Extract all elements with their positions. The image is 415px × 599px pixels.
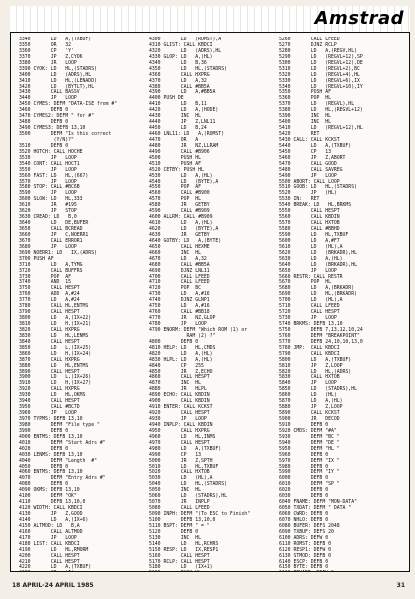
code-line: 3810 LD H,(IX+21) xyxy=(19,322,92,327)
code-line: 4510 PUSH AF xyxy=(149,161,201,167)
code-line: 5280 LD A,(REGV,HL) xyxy=(279,48,357,54)
code-line: 4810 HELP: LD HL,CMDS xyxy=(149,345,216,351)
code-line: 4830 HLPL: LD A,(HL) xyxy=(149,357,213,363)
code-line: 5890 CALL KCKST xyxy=(279,411,340,417)
code-line: 3550 JP LOOP xyxy=(19,167,77,173)
code-line: 5490 JP LOOP xyxy=(279,173,337,179)
code-line: 5960 DEFB 0 xyxy=(279,452,329,458)
code-line: 4070 DEFM "Entry Adrs #" xyxy=(19,476,106,482)
code-line: 3720 CALL BUFFRS xyxy=(19,268,83,274)
code-line: 4300 LD (ROMST),A xyxy=(149,37,222,42)
code-line: 6080 BUFER: DEFS 2048 xyxy=(279,523,340,529)
code-line: 5410 LD (REGVL+12),HL xyxy=(279,126,363,132)
code-line: 5720 CALL HESPT xyxy=(279,310,340,316)
code-line: 4060 ENTMS: DEFB 13,10 xyxy=(19,470,83,476)
code-line: 3880 LD HL,ENTMS xyxy=(19,363,89,369)
code-line: 5340 LD (REGVL+10),IY xyxy=(279,84,363,90)
code-line: 4960 LD HL,INMS xyxy=(149,434,216,440)
code-line: 5930 DEFM "BC " xyxy=(279,434,340,440)
code-line: 4610 LD A,(HL) xyxy=(149,221,213,227)
code-line: 5580 CALL #BBHD xyxy=(279,227,340,232)
code-line: 5080 CALL LFEED xyxy=(149,506,210,512)
code-line: 5730 JP LOOP xyxy=(279,316,337,322)
code-line: 5940 DEFM "DE " xyxy=(279,440,340,446)
code-line: 4800 DEFB 0 xyxy=(149,339,199,345)
masthead-title: Amstrad xyxy=(314,8,404,29)
code-line: 4920 CALL HESPT xyxy=(149,411,210,417)
code-line: 6020 DEFB 0 xyxy=(279,488,329,494)
code-line: 5770 DEFB 24,10,10,13,0 xyxy=(279,339,363,345)
code-line: 4760 CALL #BB18 xyxy=(149,310,210,316)
code-line: 5810 JP Z,LOOP xyxy=(279,363,343,369)
code-line: 3740 AND 15 xyxy=(19,280,71,286)
listing-column-3 xyxy=(279,37,409,572)
code-line: 4130 JP Z,GOOD xyxy=(19,512,83,517)
code-line: 3980 DEFM "File type " xyxy=(19,422,100,428)
code-line: 5680 LD A,(BRKADR) xyxy=(279,286,355,292)
code-line: 3820 CALL HXPRG xyxy=(19,327,80,333)
code-line: 4190 LD HL,RMORM xyxy=(19,547,89,553)
code-line: 5150 RESP: LD IX,RESP1 xyxy=(149,547,219,553)
code-line: 5360 POP HL xyxy=(279,96,331,102)
code-line: 5130 INC HL xyxy=(149,535,201,541)
code-line: 5950 DEFM "HL " xyxy=(279,446,340,452)
code-line: 5290 LD (REGVL+12),SP xyxy=(279,54,363,60)
code-line: 3910 LD H,(IX+27) xyxy=(19,381,92,387)
code-line: 5600 LD A,#F7 xyxy=(279,238,340,244)
code-line: 5370 LD (REGVL),HL xyxy=(279,102,355,108)
code-line: 4010 DEFM "Start Adrs #" xyxy=(19,440,106,446)
code-line: 3770 LD A,#24 xyxy=(19,298,80,304)
code-line: 4320 LD (ADRS),HL xyxy=(149,48,222,54)
code-line: 5040 LD HL,(STADRS) xyxy=(149,482,227,488)
code-line: 3540 CONT: CALL HOCT1 xyxy=(19,161,80,167)
code-line: 5530 IN: RET xyxy=(279,197,320,203)
code-line: 4470 OR A xyxy=(149,137,199,143)
code-line: 4930 JP LOOP xyxy=(149,417,207,422)
code-line: 4590 CALL #B909 xyxy=(149,209,210,215)
listing-column-1 xyxy=(19,37,149,572)
code-line: 4400 PUSH DE xyxy=(149,96,184,102)
code-line: 5300 LD (REGVL+12),DE xyxy=(279,60,363,66)
code-line: 5380 LD HL,(REGVL+12) xyxy=(279,108,363,114)
code-line: 5470 CALL GOOD xyxy=(279,161,337,167)
code-line: 3680 JP LOOP xyxy=(19,244,77,250)
code-line: 5860 LD (HL) xyxy=(279,393,337,399)
code-line: 4150 ALTMOD: LD B,A xyxy=(19,523,80,529)
code-line: 3710 LD A,TYMG xyxy=(19,262,83,268)
code-line: 5920 CMDS: DEFM "#A" xyxy=(279,428,337,434)
code-line: 3930 LD HL,OKMS xyxy=(19,393,86,399)
issue-date: 18 APRIL-24 APRIL 1985 xyxy=(12,582,94,589)
code-line: 5430 CALL: CALL KCKST xyxy=(279,137,340,143)
code-line: 5180 LD (IX+1) xyxy=(149,565,213,571)
code-line: 4720 POP BC xyxy=(149,286,201,292)
code-line: 4860 CALL HESPT xyxy=(149,375,210,381)
listing-column-2 xyxy=(149,37,279,572)
code-line: 4850 JR Z,ECHO xyxy=(149,369,213,375)
code-line: 6150 BYTE: DEFB 0 xyxy=(279,565,329,571)
code-line: 3380 JR LOOP xyxy=(19,60,77,66)
code-line: 3780 CALL HL,ENTMS xyxy=(19,304,89,310)
code-line: 4050 DEFB 0 xyxy=(19,464,69,470)
code-line: 6110 ROMST: DEFB 0 xyxy=(279,541,331,547)
code-line: 5660 RESTR: CALL RESTR xyxy=(279,274,343,280)
code-line: 4740 DJNZ GLNP1 xyxy=(149,298,210,304)
code-line: 5170 RCLP: CALL HESPT xyxy=(149,559,210,565)
code-line: 5840 JP LOOP xyxy=(279,381,337,387)
code-line: 4450 LD B,24 xyxy=(149,126,207,132)
code-line: 3600 SLOW: LD HL,333 xyxy=(19,197,83,203)
code-line: 3390 CYOK: LD HL,(STADRS) xyxy=(19,66,97,72)
code-line: 5670 POP HL xyxy=(279,280,331,286)
code-line: 5420 RET xyxy=(279,132,320,137)
code-line: 3800 LD A,(IX+22) xyxy=(19,316,92,322)
code-line: 3990 DEFB 0 xyxy=(19,428,69,434)
code-line: 5390 INC HL xyxy=(279,114,331,120)
code-line: 3370 JP Z,CYOK xyxy=(19,54,83,60)
code-line: 5140 LD HL,RCHRS xyxy=(149,541,219,547)
code-line: 5650 JP LOOP xyxy=(279,268,337,274)
code-line: 4950 CALL HXPRG xyxy=(149,428,210,434)
code-line: 3440 JP LOOP xyxy=(19,96,77,102)
code-line: 4390 LD A,#BB5A xyxy=(149,90,216,96)
code-line: 3410 LD HL,(LENADD) xyxy=(19,78,97,84)
code-line: 5070 JR INPLP xyxy=(149,500,210,506)
code-line: 4000 ENTMS: DEFB 13,10 xyxy=(19,434,83,440)
code-line: 3520 HOTCH: CALL HOCHE xyxy=(19,149,83,155)
code-line: 4660 INC HL xyxy=(149,250,201,256)
code-line: 5640 LD (BRKADR),HL xyxy=(279,262,357,268)
code-line: 5760 DEFM "BREAKPOINT" xyxy=(279,333,360,339)
code-line: 4700 CALL LFEED xyxy=(149,274,210,280)
code-line: 4640 GOTBY: LD A,(BYTE) xyxy=(149,238,222,244)
code-line: 4180 LIST: CALL KBDCI xyxy=(19,541,80,547)
code-line: 4840 CP 255 xyxy=(149,363,204,369)
code-line: 4780 JP LOOP xyxy=(149,322,207,327)
code-line: 3590 JP LOOP xyxy=(19,191,77,197)
code-line: 4110 DEFB 13,10,0 xyxy=(19,500,86,506)
code-line: 5910 DEFB 0 xyxy=(279,422,329,428)
code-line: 5310 LD (REGVL+2),BC xyxy=(279,66,360,72)
code-line: 3940 CALL HESPT xyxy=(19,399,80,405)
code-line: 5030 LD (HL),A xyxy=(149,476,213,482)
code-line: 4430 INC HL xyxy=(149,114,201,120)
code-line xyxy=(279,571,409,572)
code-line: 4350 LD HL,(STADRS) xyxy=(149,66,227,72)
code-line: 4490 CALL #B906 xyxy=(149,149,210,155)
code-line: 4940 INPLP: CALL KBDIN xyxy=(149,422,213,428)
code-line xyxy=(149,571,279,572)
code-line: 4210 CALL HESPT xyxy=(19,559,80,565)
code-line: 4980 LD A,(TXBUF) xyxy=(149,446,222,452)
code-line: 6130 STMOD: DEFB 0 xyxy=(279,553,331,559)
code-line: 4100 DEFM "OK" xyxy=(19,494,77,500)
code-line: 5870 LD A,(HL) xyxy=(279,399,343,405)
code-line: 3700 PUSH AF xyxy=(19,256,54,262)
code-line: 4970 CALL HESPT xyxy=(149,440,210,446)
code-line: 4880 JR HLPL xyxy=(149,387,207,393)
code-line: 6120 RESP1: DEFW 0 xyxy=(279,547,331,553)
code-line: 4380 CALL #BB5A xyxy=(149,84,210,90)
code-line: 5100 DEFB 13,10,0 xyxy=(149,517,216,523)
code-line: 5630 LD A,(HL) xyxy=(279,256,343,262)
code-line: 3640 LD DE,BUFER xyxy=(19,221,89,227)
code-line: 4900 CALL KBDIN xyxy=(149,399,210,405)
code-line: 6030 DEFB 0 xyxy=(279,494,329,500)
page-number: 31 xyxy=(396,582,405,589)
code-line: 6140 ESCP: DEFB 0 xyxy=(279,559,329,565)
code-line: 5550 CALL HESPT xyxy=(279,209,340,215)
code-line: 4420 LD A,(HODE) xyxy=(149,108,219,114)
code-line: 5850 LD (STADRS),HL xyxy=(279,387,357,393)
code-line: 4680 CALL #BB5A xyxy=(149,262,210,268)
code-line: 4530 LD A,(HL) xyxy=(149,173,213,179)
code-line: 5990 DEFM "IY " xyxy=(279,470,340,476)
code-line: 5020 CALL HXTOB xyxy=(149,470,210,476)
code-line: 3470 CYMES2: DEFM " for #" xyxy=(19,114,95,120)
code-line: RAM (2) ?" xyxy=(149,333,216,339)
code-line: 3420 LD (BYTLT),HL xyxy=(19,84,95,90)
code-line: 6060 CWRD: DEFB 0 xyxy=(279,512,329,517)
code-line: 4410 LD B,11 xyxy=(149,102,207,108)
code-line: 5460 JP Z,ABORT xyxy=(279,155,346,161)
code-line: 4600 ALLRM: CALL #B909 xyxy=(149,215,213,221)
code-line: 3920 CALL HXPRG xyxy=(19,387,80,393)
code-line: 3450 CYMES: DEFM "DATA-ISE from #" xyxy=(19,102,118,108)
code-line: 4650 CALL HEXME xyxy=(149,244,210,250)
code-line: 4550 POP AF xyxy=(149,185,201,191)
code-line: 4570 POP HL xyxy=(149,197,201,203)
code-line: 4480 JR NZ,LLRAM xyxy=(149,143,219,149)
code-line: 6040 FNAME: DEFM "MON-DATA" xyxy=(279,500,357,506)
code-line: 6000 DEFB 0 xyxy=(279,476,329,482)
code-line: 6050 TXDAT: DEFM " DATA " xyxy=(279,506,352,512)
code-line: 4670 LD A,32 xyxy=(149,256,207,262)
code-line: 3900 LD L,(IX+26) xyxy=(19,375,92,381)
code-line: 4540 LD (BYTE),A xyxy=(149,179,219,185)
code-line: 4620 LD (BYTE),A xyxy=(149,227,219,232)
code-line: 5440 LD A,(TXBUF) xyxy=(279,143,352,149)
code-line: 3660 JP C,NOERR1 xyxy=(19,232,89,238)
code-line: 4770 JR NZ,GLOP xyxy=(149,316,216,322)
code-line: 5880 JP Z,LOOP xyxy=(279,405,343,411)
code-line: 5330 LD (REGVL+6),IX xyxy=(279,78,360,84)
code-line: 5820 LD HL,(ADRS) xyxy=(279,369,352,375)
code-line: 3500 DEFM "Is this correct xyxy=(19,132,112,137)
code-line: 5970 DEFM "IX " xyxy=(279,458,340,464)
code-line: 4030 LENMS: DEFB 13,10 xyxy=(19,452,83,458)
code-line: 5700 LD (HL),A xyxy=(279,298,343,304)
code-line: 4460 LNL11: LD A,(ROMST) xyxy=(149,132,225,137)
code-line: 3970 TYPMS: DEFB 13,10 xyxy=(19,417,83,422)
code-line: 4370 LD A,32 xyxy=(149,78,207,84)
code-line: 5750 DEFB 7,13,12,10,24 xyxy=(279,327,363,333)
code-line: 6100 ADRS: DEFW 0 xyxy=(279,535,329,541)
code-line: 3490 CYMES3: DEFB 13,10 xyxy=(19,126,86,132)
code-line: 5090 INPH: DEFM "(To ESC to Finish" xyxy=(149,512,251,517)
code-line: 4330 GLOP: LD A,(HL) xyxy=(149,54,213,60)
code-line: 4040 DEFM "Length #" xyxy=(19,458,97,464)
code-line: 3360 CP 'Y' xyxy=(19,48,74,54)
code-line: 3570 JP LOOP xyxy=(19,179,77,185)
code-line: 4630 JR GETBY xyxy=(149,232,210,238)
code-line: 3730 POP AF xyxy=(19,274,71,280)
code-line: 4340 LD B,36 xyxy=(149,60,207,66)
code-line: 5480 CALL SAVREG xyxy=(279,167,343,173)
code-line: 3610 JR #195 xyxy=(19,203,77,209)
code-line: 3650 CALL BCREAD xyxy=(19,227,83,232)
code-line: 5790 CALL KBDCI xyxy=(279,351,340,357)
code-line: 5540 BREAK: LD HL,BRKMS xyxy=(279,203,352,209)
code-line: 6010 DEFM "SP " xyxy=(279,482,340,488)
code-line: 4820 LD A,(HL) xyxy=(149,351,213,357)
code-line: 5610 LD (HL),A xyxy=(279,244,343,250)
code-line: 3870 CALL HXPRG xyxy=(19,357,80,363)
code-line: 4220 LD A,(TXBUF) xyxy=(19,565,92,571)
code-line: 3560 FAST: LD HL,(667) xyxy=(19,173,89,179)
code-line: 3750 CALL HESPT xyxy=(19,286,80,292)
code-line: 3890 CALL HESPT xyxy=(19,369,80,375)
code-line: 4500 PUSH HL xyxy=(149,155,201,161)
code-line: 5510 GOOB: LD HL,(STADRS) xyxy=(279,185,357,191)
code-line: 5690 LD HL,(BRKADR) xyxy=(279,292,357,298)
code-line: 5400 INC HL xyxy=(279,120,331,126)
code-line: 5620 LD (BRKADR),HL xyxy=(279,250,357,256)
code-line: 5800 LD A,(TXBUF) xyxy=(279,357,352,363)
code-line: 5320 LD (REGVL+4),HL xyxy=(279,72,360,78)
code-line: 3430 CALL BASSV xyxy=(19,90,80,96)
code-line xyxy=(19,571,149,572)
code-line: 3670 CALL ERROR1 xyxy=(19,238,83,244)
code-line: 3510 DEFB 0 xyxy=(19,143,69,149)
code-line: 3960 JP LOOP xyxy=(19,411,77,417)
code-line: 4520 CETBY: PUSH HL xyxy=(149,167,204,173)
code-line: 4440 JP Z,LNL11 xyxy=(149,120,216,126)
code-line: 3340 LD A,(TXBUF) xyxy=(19,37,92,42)
code-line: 3860 LD H,(IX+24) xyxy=(19,351,92,357)
code-line: 5010 LD HL,TXBUF xyxy=(149,464,219,470)
code-line: 5050 INC HL xyxy=(149,488,201,494)
code-line: 4730 LD A,#16 xyxy=(149,292,210,298)
code-line: 4160 CALL ALTMOD xyxy=(19,529,83,535)
code-line: 3850 LD L,(IX+25) xyxy=(19,345,92,351)
code-line: 3830 LD HL,LENMS xyxy=(19,333,89,339)
code-line: 5590 LD HL,TXBUF xyxy=(279,232,349,238)
code-line: 4080 DEFB 0 xyxy=(19,482,69,488)
code-line: 5350 PUSH AF xyxy=(279,90,331,96)
code-line: 4580 JR GETBY xyxy=(149,203,210,209)
code-line: 3460 DEFB 0 xyxy=(19,108,69,114)
code-line: 3790 CALL HESPT xyxy=(19,310,80,316)
code-line: 4790 ENORM: DEFM "Which ROM (1) or xyxy=(149,327,248,333)
code-line: 3760 ADD A,#24 xyxy=(19,292,80,298)
code-line: 3480 DEFB 0 xyxy=(19,120,69,126)
code-line: 5900 JR DECOD xyxy=(279,417,340,422)
code-line: 4710 CALL LFEED xyxy=(149,280,210,286)
code-line: 3840 CALL HESPT xyxy=(19,339,80,345)
code-line: 5560 CALL KBDIN xyxy=(279,215,340,221)
code-line: 3950 CALL #BC7D xyxy=(19,405,80,411)
code-line: 5980 DEFB 0 xyxy=(279,464,329,470)
code-line: 3400 LD (ADRS),HL xyxy=(19,72,92,78)
code-line: 4910 ENTER: CALL KCKST xyxy=(149,405,213,411)
code-line: 3530 JP LOOP xyxy=(19,155,77,161)
code-line: 5740 BRKMS: DEFB 13,10 xyxy=(279,322,343,327)
code-line: 5120 DEFB 0 xyxy=(149,529,199,535)
code-line: 4310 GLIST: CALL KBDCI xyxy=(149,42,213,48)
code-line: 5000 JR Z,SPTH xyxy=(149,458,213,464)
code-line: 5450 CP 13 xyxy=(279,149,331,155)
code-line: 4360 CALL HXPRG xyxy=(149,72,210,78)
code-line: 4690 DJNZ LNL11 xyxy=(149,268,210,274)
code-line: 5710 CALL LFEED xyxy=(279,304,340,310)
code-line: 4990 CP 13 xyxy=(149,452,201,458)
code-line: 3350 OR 32 xyxy=(19,42,71,48)
code-line: 3620 JP STOP xyxy=(19,209,77,215)
code-line: 3630 CREAD: LD B,0 xyxy=(19,215,77,221)
code-line: 5570 CALL HXTOB xyxy=(279,221,340,227)
code-line: 4120 WIDTH: CALL KBDCI xyxy=(19,506,83,512)
code-line: 6070 NHLO: DEFB 0 xyxy=(279,517,329,523)
code-line: 5520 JP (HL) xyxy=(279,191,337,197)
code-line: 6090 TXBUF: DEFS 20 xyxy=(279,529,334,535)
code-line: 5780 JMP: CALL KBDCI xyxy=(279,345,340,351)
code-line: (Y/N)?" xyxy=(19,137,74,143)
code-line: 4890 ECHO: CALL KBDIN xyxy=(149,393,210,399)
code-line: 4750 LD A,#16 xyxy=(149,304,210,310)
code-line: 4200 CALL HESPT xyxy=(19,553,80,559)
code-line: 5270 DJNZ RCLP xyxy=(279,42,337,48)
code-line: 4020 DEFB 0 xyxy=(19,446,69,452)
code-line: 3690 NOERR1: LD IX,(ADRS) xyxy=(19,250,97,256)
code-line: 5110 BSPT: DEFM " = " xyxy=(149,523,210,529)
code-line: 5060 LD (STADRS),HL xyxy=(149,494,227,500)
code-line: 5830 CALL HXTOB xyxy=(279,375,340,381)
code-line: 5260 CALL LFEED xyxy=(279,37,340,42)
code-line: 5500 ABORT: CALL LOOP xyxy=(279,179,340,185)
code-line: 4090 OKMS: DEFB 13,10 xyxy=(19,488,80,494)
code-line: 4870 INC HL xyxy=(149,381,201,387)
code-listing-box xyxy=(10,32,410,572)
code-line: 4560 CALL #B900 xyxy=(149,191,210,197)
code-line: 5160 CALL HESPT xyxy=(149,553,210,559)
masthead-bar xyxy=(10,6,410,33)
code-line: 4170 JP LOOP xyxy=(19,535,77,541)
code-line: 4140 LD A,(IX+6) xyxy=(19,517,89,523)
code-line: 3580 STOP: CALL #BC6B xyxy=(19,185,80,191)
